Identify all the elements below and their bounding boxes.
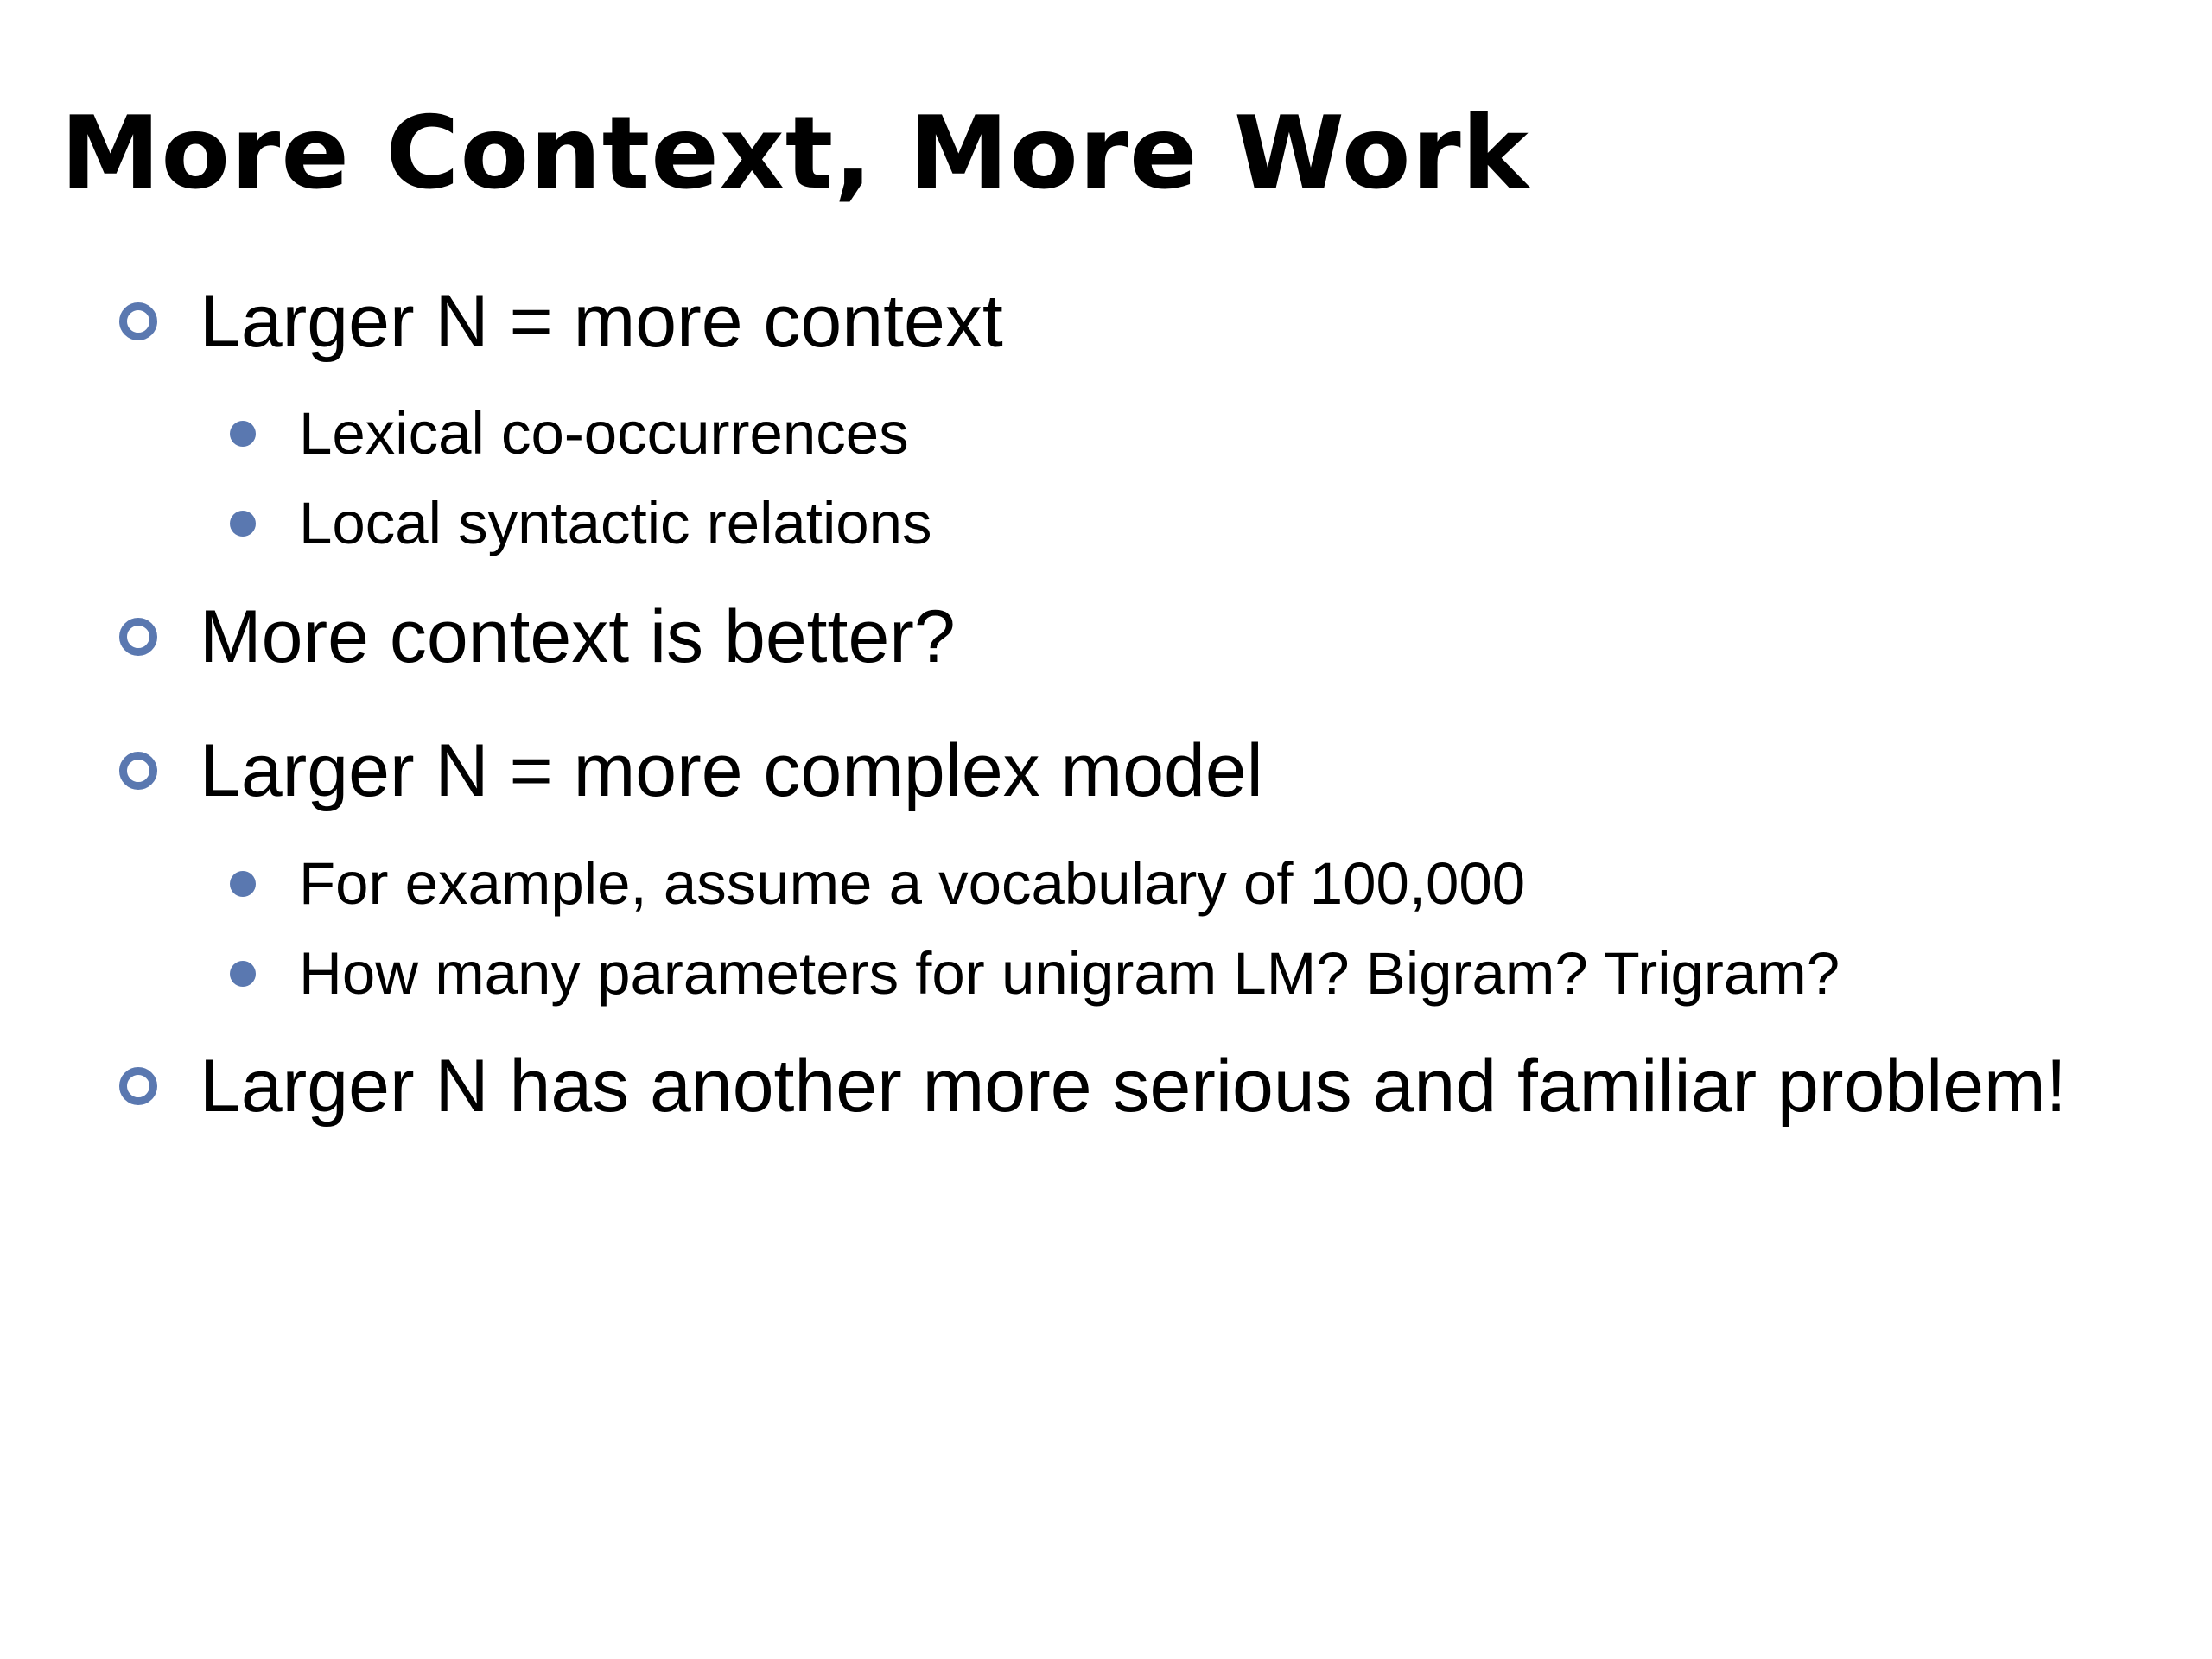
- sub-bullet-syntactic: [226, 489, 932, 558]
- bullet-larger-n-complex: [119, 728, 1263, 814]
- sub-bullet-vocabulary: [226, 849, 1525, 918]
- sub-bullet-text: Local syntactic relations: [299, 490, 932, 556]
- bullet-text: Larger N = more complex model: [200, 729, 1263, 812]
- filled-circle-bullet-icon: [230, 511, 256, 537]
- filled-circle-bullet-icon: [230, 961, 256, 987]
- sub-bullet-text: How many parameters for unigram LM? Bigram? Trigram?: [299, 940, 1840, 1007]
- bullet-text: More context is better?: [200, 595, 956, 678]
- filled-circle-bullet-icon: [230, 421, 256, 447]
- filled-circle-bullet-icon: [230, 871, 256, 897]
- hollow-circle-bullet-icon: [119, 618, 157, 656]
- hollow-circle-bullet-icon: [119, 302, 157, 340]
- sub-bullet-text: For example, assume a vocabulary of 100,000: [299, 850, 1526, 917]
- hollow-circle-bullet-icon: [119, 1067, 157, 1105]
- hollow-circle-bullet-icon: [119, 752, 157, 790]
- bullet-more-context-better: [119, 594, 956, 680]
- bullet-larger-n-context: [119, 278, 1003, 365]
- sub-bullet-text: Lexical co-occurrences: [299, 400, 909, 467]
- bullet-text: Larger N = more context: [200, 280, 1003, 363]
- slide-title: More Context, More Work: [60, 95, 1529, 212]
- bullet-text: Larger N has another more serious and familiar problem!: [200, 1045, 2067, 1128]
- sub-bullet-lexical: [226, 399, 909, 468]
- bullet-serious-problem: [119, 1043, 2067, 1129]
- sub-bullet-parameters: [226, 939, 1840, 1008]
